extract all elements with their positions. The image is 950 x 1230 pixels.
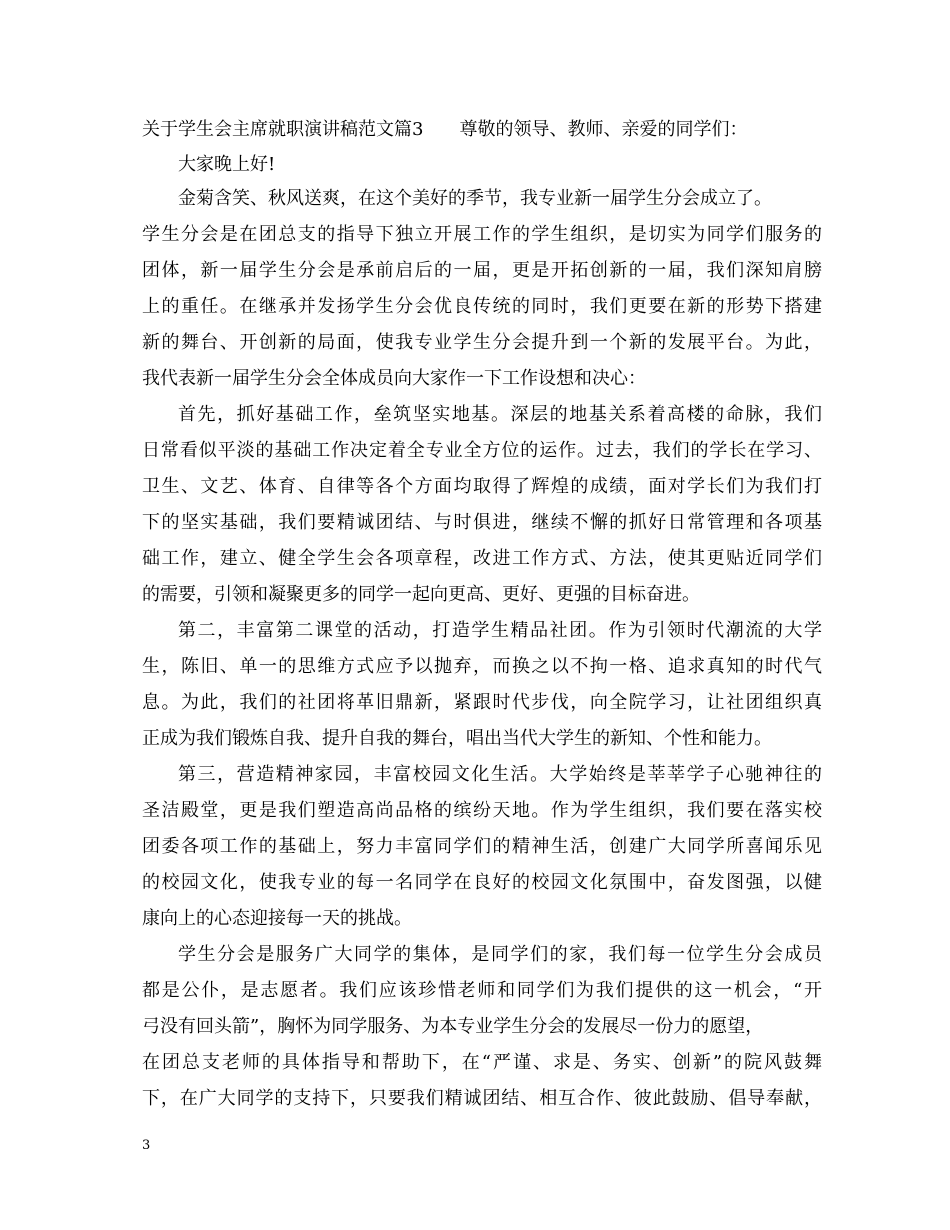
- text-line: 学生分会是在团总支的指导下独立开展工作的学生组织，是切实为同学们服务的: [142, 224, 822, 245]
- text-line: 的校园文化，使我专业的每一名同学在良好的校园文化氛围中，奋发图强，以健: [142, 872, 822, 893]
- text-line: 上的重任。在继承并发扬学生分会优良传统的同时，我们更要在新的形势下搭建: [142, 296, 822, 317]
- text-line: 正成为我们锻炼自我、提升自我的舞台，唱出当代大学生的新知、个性和能力。: [142, 728, 772, 749]
- text-line: 下的坚实基础，我们要精诚团结、与时俱进，继续不懈的抓好日常管理和各项基: [142, 512, 822, 533]
- text-line: 生，陈旧、单一的思维方式应予以抛弃，而换之以不拘一格、追求真知的时代气: [142, 656, 822, 677]
- text-line: 康向上的心态迎接每一天的挑战。: [142, 908, 412, 929]
- text-line: 团体，新一届学生分会是承前启后的一届，更是开拓创新的一届，我们深知肩膀: [142, 260, 822, 281]
- text-line: 卫生、文艺、体育、自律等各个方面均取得了辉煌的成绩，面对学长们为我们打: [142, 476, 822, 497]
- text-line: 学生分会是服务广大同学的集体，是同学们的家，我们每一位学生分会成员: [178, 944, 822, 965]
- text-line: 下，在广大同学的支持下，只要我们精诚团结、相互合作、彼此鼓励、倡导奉献，: [142, 1088, 822, 1109]
- text-line: 首先，抓好基础工作，垒筑坚实地基。深层的地基关系着高楼的命脉，我们: [178, 404, 822, 425]
- text-line: 础工作，建立、健全学生会各项章程，改进工作方式、方法，使其更贴近同学们: [142, 548, 822, 569]
- text-line: 第二，丰富第二课堂的活动，打造学生精品社团。作为引领时代潮流的大学: [178, 620, 822, 641]
- text-line: 团委各项工作的基础上，努力丰富同学们的精神生活，创建广大同学所喜闻乐见: [142, 836, 822, 857]
- text-line: 都是公仆，是志愿者。我们应该珍惜老师和同学们为我们提供的这一机会，“开: [142, 980, 822, 1001]
- text-line: 圣洁殿堂，更是我们塑造高尚品格的缤纷天地。作为学生组织，我们要在落实校: [142, 800, 822, 821]
- heading-line: 关于学生会主席就职演讲稿范文篇3 尊敬的领导、教师、亲爱的同学们：: [142, 119, 748, 140]
- text-line: 的需要，引领和凝聚更多的同学一起向更高、更好、更强的目标奋进。: [142, 584, 700, 605]
- page-number: 3: [142, 1138, 151, 1153]
- text-line: 在团总支老师的具体指导和帮助下，在“严谨、求是、务实、创新”的院风鼓舞: [142, 1052, 822, 1073]
- text-line: 弓没有回头箭”，胸怀为同学服务、为本专业学生分会的发展尽一份力的愿望，: [142, 1016, 764, 1037]
- text-line: 第三，营造精神家园，丰富校园文化生活。大学始终是莘莘学子心驰神往的: [178, 764, 822, 785]
- text-line: 新的舞台、开创新的局面，使我专业学生分会提升到一个新的发展平台。为此，: [142, 332, 822, 353]
- text-line: 息。为此，我们的社团将革旧鼎新，紧跟时代步伐，向全院学习，让社团组织真: [142, 692, 822, 713]
- text-line: 金菊含笑、秋风送爽，在这个美好的季节，我专业新一届学生分会成立了。: [178, 188, 772, 209]
- text-line: 大家晚上好!: [178, 154, 276, 175]
- text-line: 我代表新一届学生分会全体成员向大家作一下工作设想和决心：: [142, 368, 646, 389]
- text-line: 日常看似平淡的基础工作决定着全专业全方位的运作。过去，我们的学长在学习、: [142, 440, 822, 461]
